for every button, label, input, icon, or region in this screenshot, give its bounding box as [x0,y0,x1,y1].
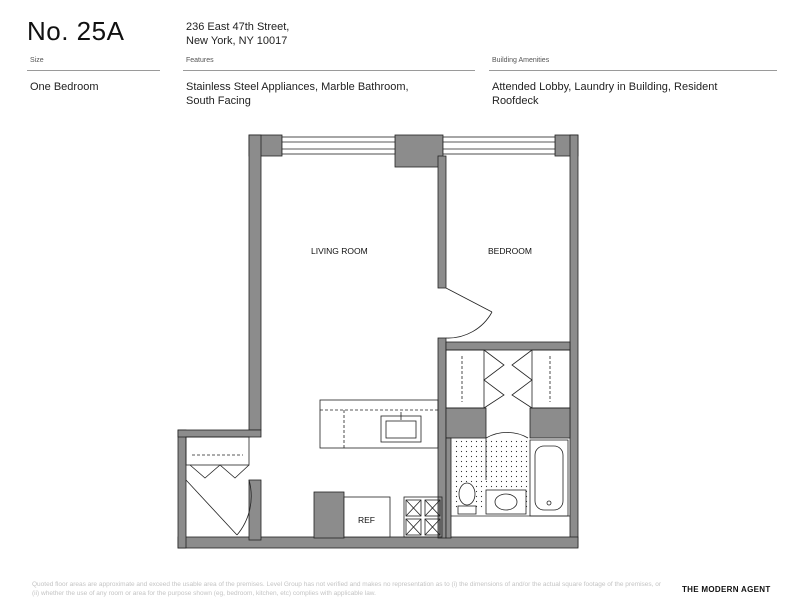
entry [186,437,251,535]
refrigerator [344,497,390,537]
size-value: One Bedroom [30,81,99,93]
kitchen-counter [320,400,438,448]
features-label: Features [186,57,214,64]
bathroom [451,432,570,516]
bedroom-label: BEDROOM [488,246,532,256]
disclaimer: Quoted floor areas are approximate and exceed the usable area of the premises. Level Group has not verified and makes no representation as to (i) the dimensions of and/or the actual square footage of the premises, or (ii) whether the use of any room or area for the purpose shown (eg, bedroom, kitchen, etc) complies with applicable law. [32,581,662,597]
features-line-1: Stainless Steel Appliances, Marble Bathroom, [186,81,409,93]
features-line-2: South Facing [186,95,251,107]
size-label: Size [30,57,44,64]
unit-number: No. 25A [27,16,125,46]
amenities-label: Building Amenities [492,57,550,64]
range [404,497,442,537]
bedroom-door [446,288,492,338]
address-line-1: 236 East 47th Street, [186,21,290,33]
address-line-2: New York, NY 10017 [186,35,288,47]
living-room-label: LIVING ROOM [311,246,368,256]
brand-logo: THE MODERN AGENT [682,585,771,594]
closets [446,350,570,408]
amenities-line-1: Attended Lobby, Laundry in Building, Resident [492,81,718,93]
ref-label: REF [358,515,375,525]
amenities-line-2: Roofdeck [492,95,539,107]
